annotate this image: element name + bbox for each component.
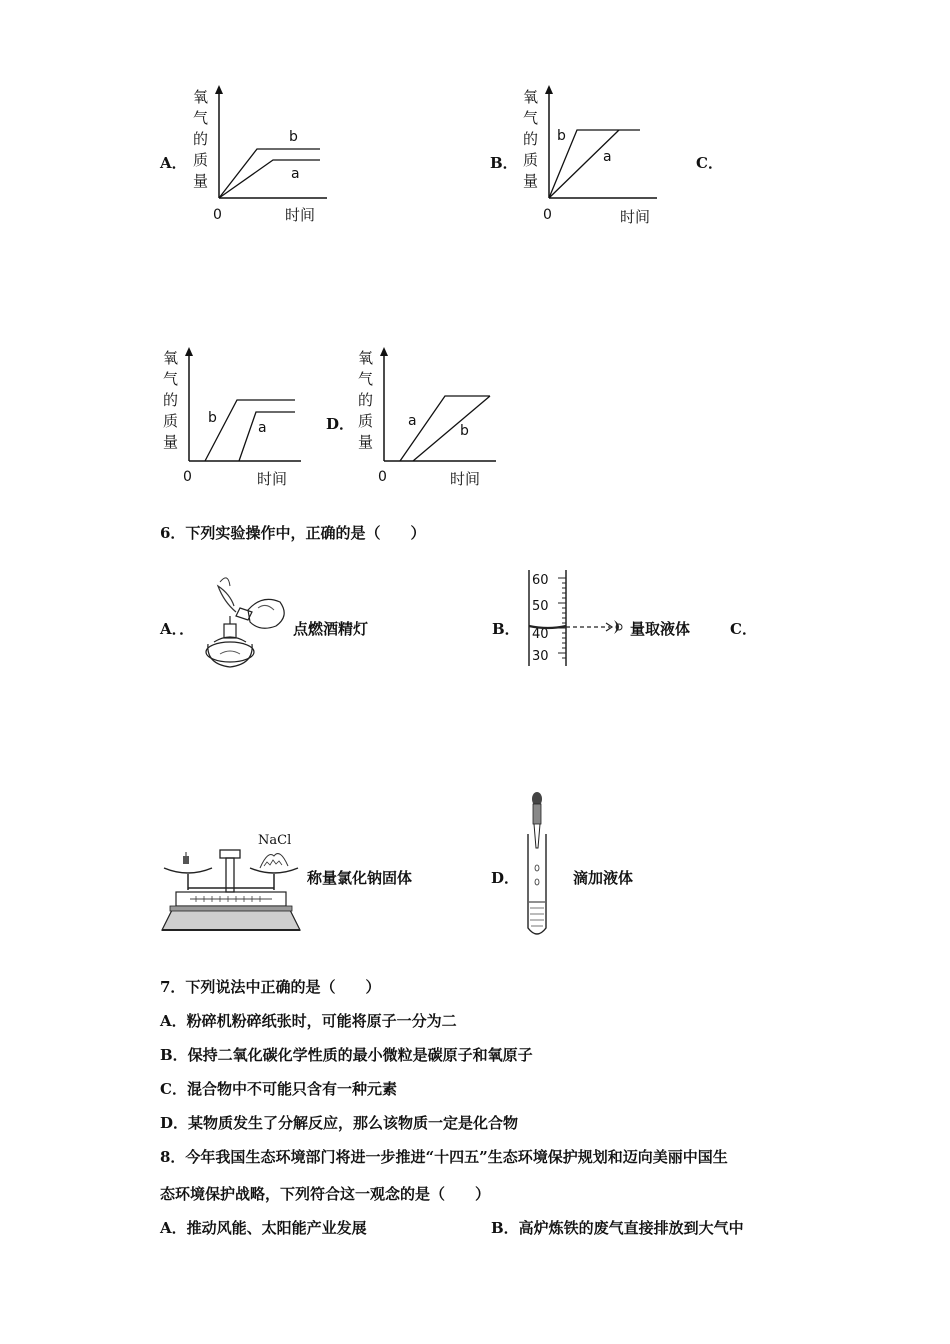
- series-b-label: b: [460, 423, 469, 439]
- y-label-char: 氧: [523, 88, 539, 106]
- q7-option-c: C．混合物中不可能只含有一种元素: [160, 1080, 397, 1098]
- q7-option-a: A．粉碎机粉碎纸张时，可能将原子一分为二: [160, 1012, 457, 1030]
- series-b-line: [219, 149, 320, 198]
- origin-label: 0: [543, 207, 552, 223]
- q7-option-d: D．某物质发生了分解反应，那么该物质一定是化合物: [160, 1114, 519, 1132]
- nacl-label: NaCl: [258, 833, 292, 848]
- q8-stem-line2: 态环境保护战略，下列符合这一观念的是（ ）: [160, 1185, 491, 1203]
- y-label-char: 质: [193, 151, 209, 169]
- y-label-char: 量: [193, 172, 209, 190]
- tick-label: 50: [532, 599, 549, 614]
- y-axis-arrow: [215, 85, 223, 94]
- x-axis-label: 时间: [257, 470, 288, 488]
- graph-a: [185, 82, 335, 232]
- series-a-label: a: [603, 149, 612, 165]
- q7-stem: 7．下列说法中正确的是（ ）: [160, 978, 381, 996]
- series-a-label: a: [408, 413, 417, 429]
- q6-option-d-letter: D．: [491, 869, 520, 887]
- q7-option-b: B．保持二氧化碳化学性质的最小微粒是碳原子和氧原子: [160, 1046, 533, 1064]
- y-label-char: 氧: [193, 88, 209, 106]
- series-a-label: a: [258, 420, 267, 436]
- graduated-cylinder-illustration: [520, 566, 632, 670]
- option-b-letter: B．: [490, 154, 518, 172]
- option-c-letter: C．: [696, 154, 723, 172]
- q6-option-b-caption: 量取液体: [630, 620, 691, 638]
- x-axis-label: 时间: [285, 206, 316, 224]
- y-label-char: 量: [523, 172, 539, 190]
- tick-label: 60: [532, 573, 549, 588]
- graph-c: [155, 343, 305, 498]
- y-axis-arrow: [380, 347, 388, 356]
- q8-option-b: B．高炉炼铁的废气直接排放到大气中: [491, 1219, 744, 1237]
- q6-option-c-caption: 称量氯化钠固体: [307, 869, 413, 887]
- y-label-char: 气: [523, 109, 539, 127]
- q8-stem-line1: 8．今年我国生态环境部门将进一步推进“十四五”生态环境保护规划和迈向美丽中国生: [160, 1148, 728, 1166]
- y-label-char: 的: [193, 130, 209, 148]
- series-a-label: a: [291, 166, 300, 182]
- option-d-letter: D．: [326, 415, 355, 433]
- series-a-line: [239, 412, 295, 461]
- y-label-char: 质: [523, 151, 539, 169]
- origin-label: 0: [378, 469, 387, 485]
- q6-option-b-letter: B．: [492, 620, 520, 638]
- origin-label: 0: [213, 207, 222, 223]
- y-label-char: 量: [358, 433, 374, 451]
- x-axis-label: 时间: [620, 208, 651, 226]
- option-a-letter: A．: [160, 154, 187, 172]
- y-label-char: 氧: [163, 349, 179, 367]
- y-label-char: 量: [163, 433, 179, 451]
- q6-option-a-letter: A．．: [160, 620, 195, 638]
- q6-option-c-letter: C．: [730, 620, 757, 638]
- y-label-char: 气: [193, 109, 209, 127]
- y-label-char: 的: [523, 130, 539, 148]
- graph-b: [515, 82, 665, 232]
- y-label-char: 的: [163, 391, 179, 409]
- q8-option-a: A．推动风能、太阳能产业发展: [160, 1219, 367, 1237]
- tick-label: 30: [532, 649, 549, 664]
- tick-label: 40: [532, 627, 549, 642]
- graph-a-ylabel: [193, 88, 208, 190]
- alcohol-lamp-illustration: [200, 572, 292, 672]
- y-label-char: 质: [163, 412, 179, 430]
- y-axis-arrow: [185, 347, 193, 356]
- q6-option-a-caption: 点燃酒精灯: [293, 620, 369, 638]
- y-label-char: 质: [358, 412, 374, 430]
- x-axis-label: 时间: [450, 470, 481, 488]
- q6-stem: 6．下列实验操作中，正确的是（ ）: [160, 524, 426, 542]
- y-label-char: 氧: [358, 349, 374, 367]
- q6-option-d-caption: 滴加液体: [573, 869, 634, 887]
- origin-label: 0: [183, 469, 192, 485]
- series-b-label: b: [289, 129, 298, 145]
- graph-d: [350, 343, 500, 498]
- y-axis-arrow: [545, 85, 553, 94]
- y-label-char: 气: [358, 370, 374, 388]
- y-label-char: 气: [163, 370, 179, 388]
- series-b-label: b: [557, 128, 566, 144]
- y-label-char: 的: [358, 391, 374, 409]
- series-b-label: b: [208, 410, 217, 426]
- test-tube-dropper-illustration: [518, 790, 558, 940]
- balance-illustration: [160, 826, 302, 938]
- series-b-line: [413, 396, 490, 461]
